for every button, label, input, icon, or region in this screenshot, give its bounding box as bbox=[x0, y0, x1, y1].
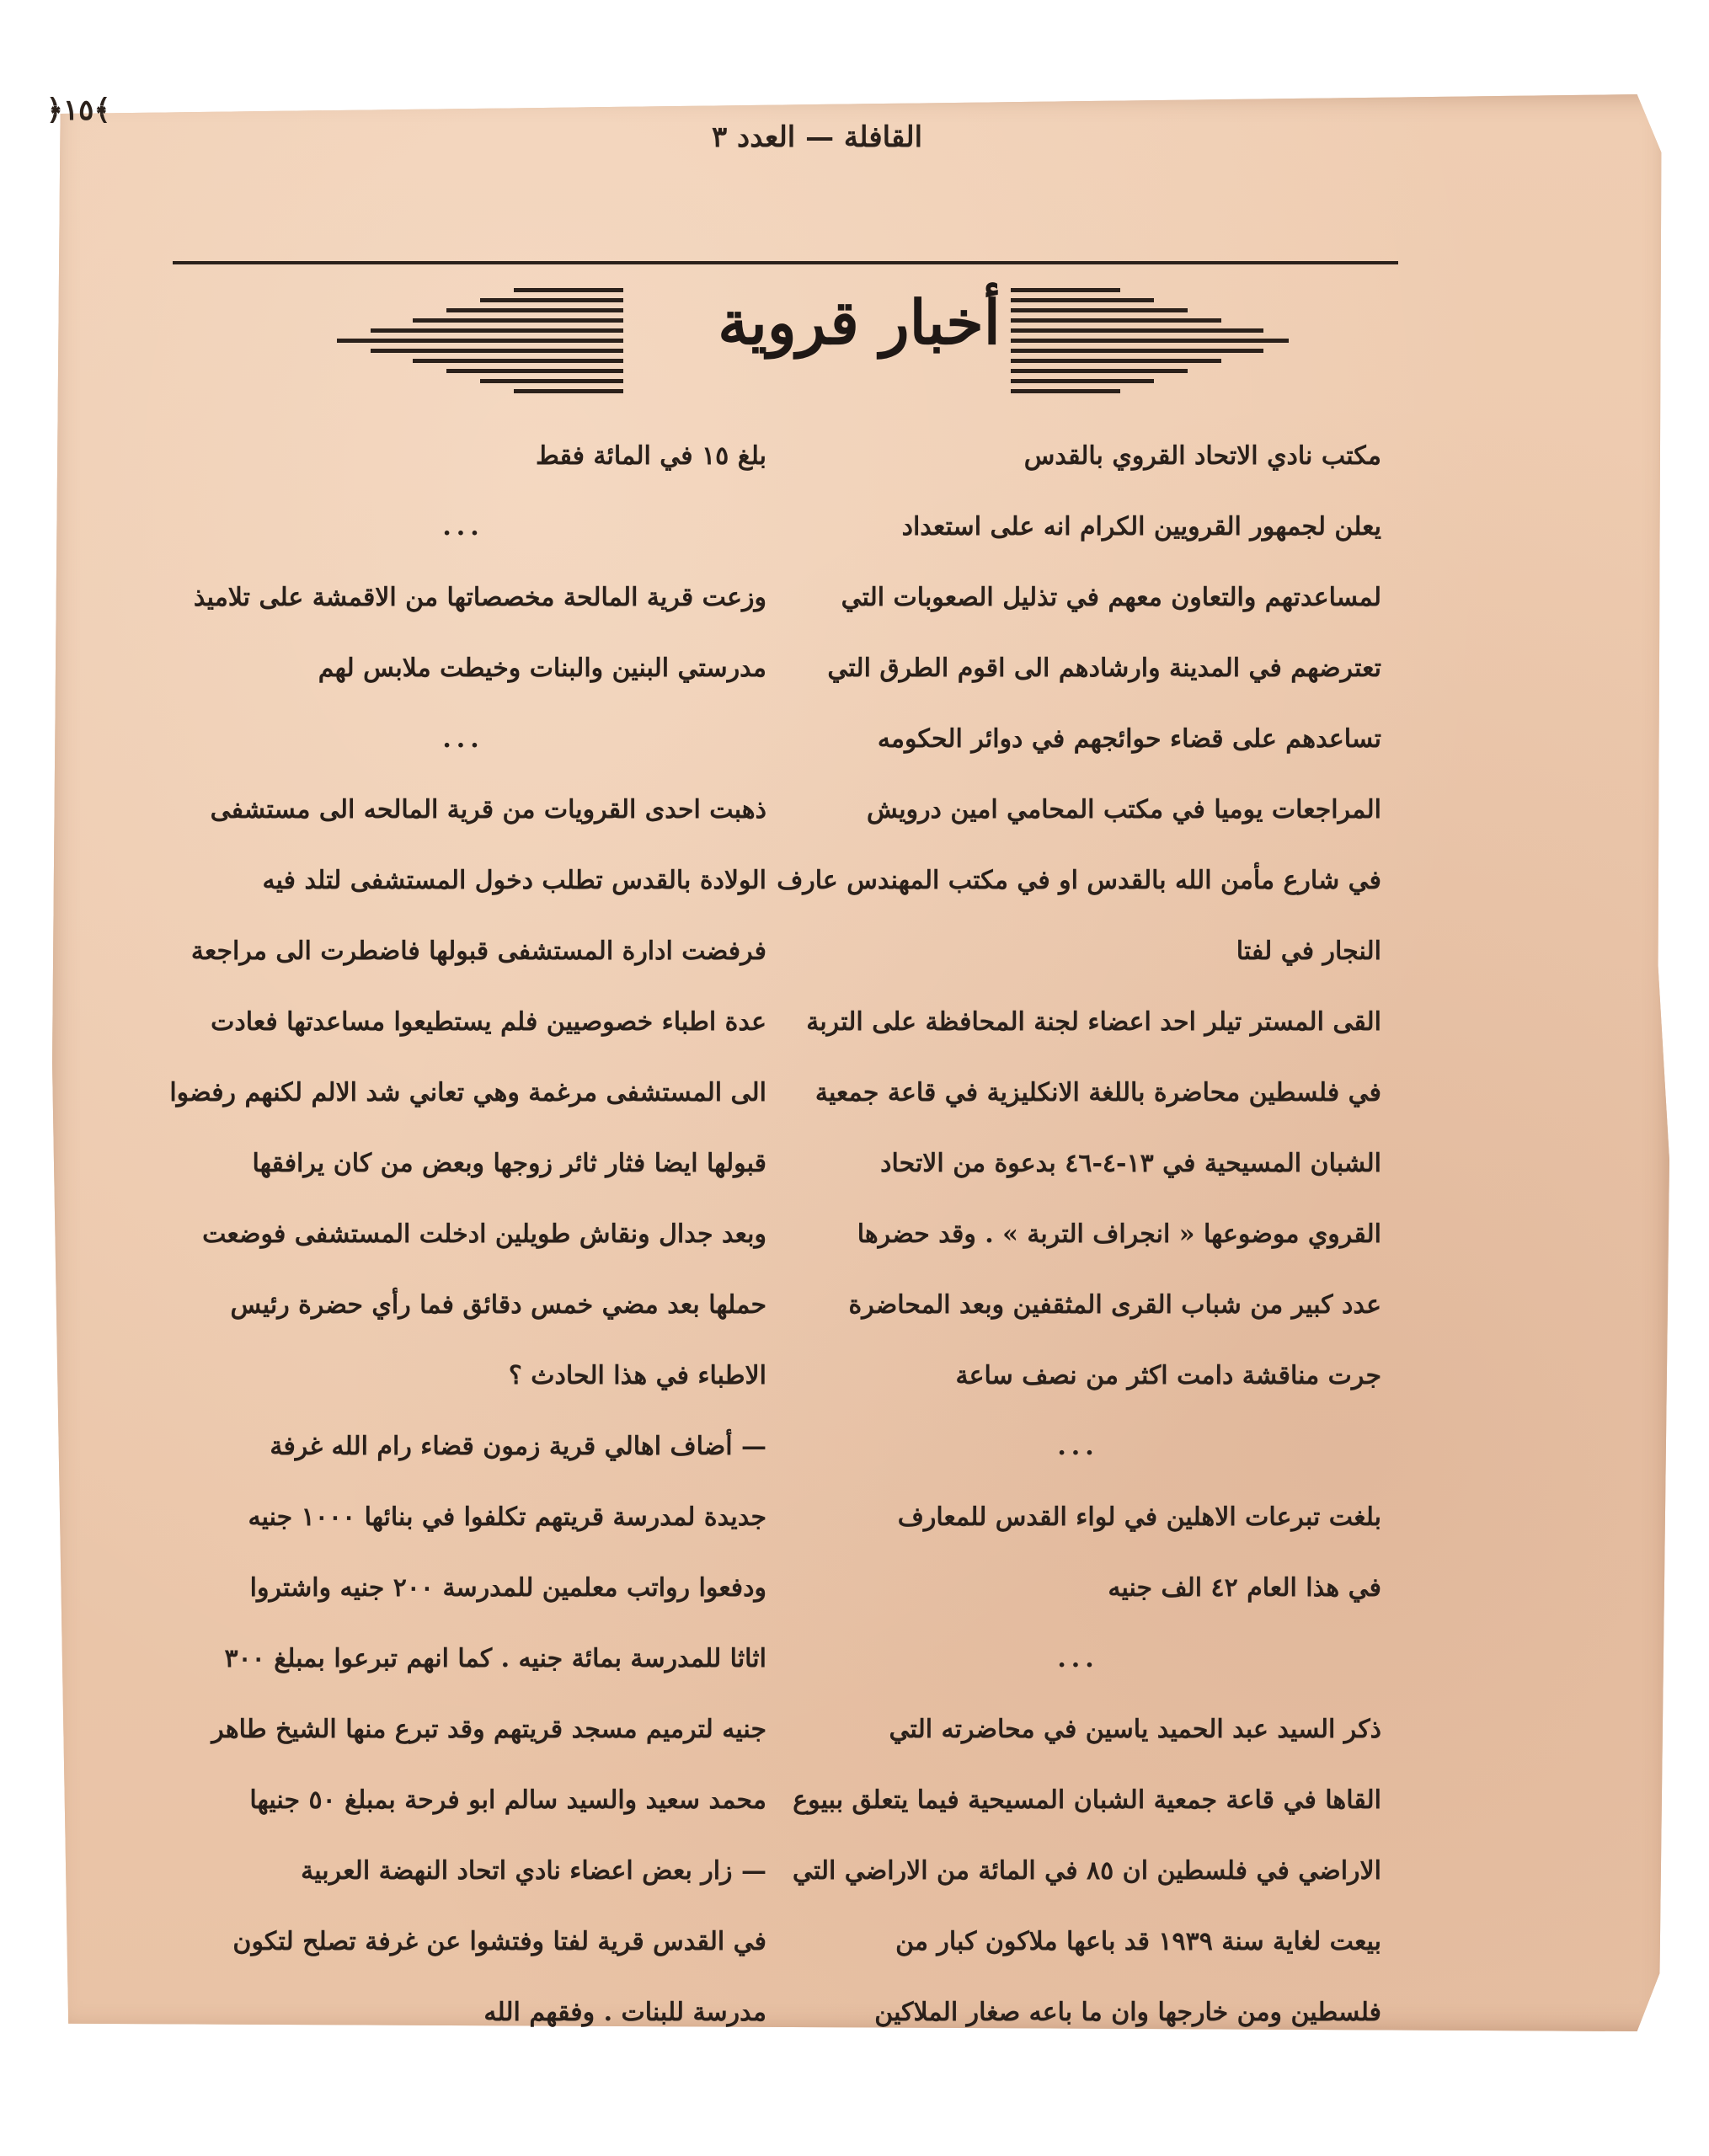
right-column bbox=[775, 421, 1381, 2048]
text-line: القروي موضوعها « انجراف التربة » . وقد حضرها bbox=[857, 1219, 1381, 1249]
text-line: مكتب نادي الاتحاد القروي بالقدس bbox=[1023, 441, 1381, 471]
left-column bbox=[160, 421, 766, 2048]
text-line: ... bbox=[1057, 1432, 1099, 1461]
text-line: — زار بعض اعضاء نادي اتحاد النهضة العربية bbox=[301, 1856, 766, 1886]
text-line: فرفضت ادارة المستشفى قبولها فاضطرت الى مراجعة bbox=[190, 937, 766, 966]
text-line: جديدة لمدرسة قريتهم تكلفوا في بنائها ١٠٠٠ جنيه bbox=[248, 1502, 766, 1532]
text-line: وبعد جدال ونقاش طويلين ادخلت المستشفى فوضعت bbox=[202, 1219, 766, 1249]
text-line: قبولها ايضا فثار ثائر زوجها وبعض من كان يرافقها bbox=[252, 1149, 766, 1178]
text-line: يعلن لجمهور القرويين الكرام انه على استعداد bbox=[901, 512, 1381, 542]
text-line: ذهبت احدى القرويات من قرية المالحه الى مستشفى bbox=[210, 795, 766, 825]
page-header bbox=[126, 120, 1508, 171]
text-line: ... bbox=[1057, 1644, 1099, 1673]
text-line: في شارع مأمن الله بالقدس او في مكتب المهندس عارف bbox=[777, 866, 1381, 895]
text-line: ذكر السيد عبد الحميد ياسين في محاضرته التي bbox=[889, 1715, 1381, 1744]
text-line: بلغ ١٥ في المائة فقط bbox=[535, 441, 766, 471]
text-line: عدة اطباء خصوصيين فلم يستطيعوا مساعدتها فعادت bbox=[211, 1007, 766, 1037]
text-line: مدرسة للبنات . وفقهم الله bbox=[483, 1998, 766, 2027]
text-line: بلغت تبرعات الاهلين في لواء القدس للمعارف bbox=[897, 1502, 1381, 1532]
right-heading-ornament bbox=[1011, 288, 1289, 399]
header-divider bbox=[173, 261, 1398, 264]
text-line: الولادة بالقدس تطلب دخول المستشفى لتلد فيه bbox=[262, 866, 766, 895]
text-line: ودفعوا رواتب معلمين للمدرسة ٢٠٠ جنيه واشتروا bbox=[249, 1573, 766, 1603]
text-line: في القدس قرية لفتا وفتشوا عن غرفة تصلح لتكون bbox=[232, 1927, 766, 1956]
text-line: تعترضهم في المدينة وارشادهم الى اقوم الطرق التي bbox=[827, 654, 1381, 683]
text-line: حملها بعد مضي خمس دقائق فما رأي حضرة رئيس bbox=[230, 1290, 766, 1320]
text-line: اثاثا للمدرسة بمائة جنيه . كما انهم تبرعوا بمبلغ ٣٠٠ bbox=[224, 1644, 766, 1673]
text-line: مدرستي البنين والبنات وخيطت ملابس لهم bbox=[318, 654, 766, 683]
text-line: محمد سعيد والسيد سالم ابو فرحة بمبلغ ٥٠ جنيها bbox=[249, 1785, 766, 1815]
text-line: الاطباء في هذا الحادث ؟ bbox=[508, 1361, 766, 1390]
publication-title: القافلة — العدد ٣ bbox=[711, 120, 923, 154]
text-line: الى المستشفى مرغمة وهي تعاني شد الالم لكنهم رفضوا bbox=[169, 1078, 766, 1107]
text-line: عدد كبير من شباب القرى المثقفين وبعد المحاضرة bbox=[848, 1290, 1381, 1320]
text-line: المراجعات يوميا في مكتب المحامي امين درويش bbox=[866, 795, 1381, 825]
text-line: القى المستر تيلر احد اعضاء لجنة المحافظة على التربة bbox=[806, 1007, 1381, 1037]
text-line: جنيه لترميم مسجد قريتهم وقد تبرع منها الشيخ طاهر bbox=[211, 1715, 766, 1744]
text-line: الاراضي في فلسطين ان ٨٥ في المائة من الاراضي التي bbox=[792, 1856, 1381, 1886]
text-line: فلسطين ومن خارجها وان ما باعه صغار الملاكين bbox=[874, 1998, 1381, 2027]
text-line: تساعدهم على قضاء حوائجهم في دوائر الحكومه bbox=[877, 724, 1381, 754]
text-line: في فلسطين محاضرة باللغة الانكليزية في قاعة جمعية bbox=[814, 1078, 1381, 1107]
page-number: ﴿١٥﴾ bbox=[46, 93, 111, 127]
text-line: الشبان المسيحية في ١٣-٤-٤٦ بدعوة من الاتحاد bbox=[880, 1149, 1381, 1178]
text-line: وزعت قرية المالحة مخصصاتها من الاقمشة على تلاميذ bbox=[193, 583, 766, 612]
text-line: النجار في لفتا bbox=[1236, 937, 1381, 966]
text-line: ... bbox=[442, 724, 484, 754]
text-line: — أضاف اهالي قرية زمون قضاء رام الله غرفة bbox=[270, 1432, 766, 1461]
text-line: لمساعدتهم والتعاون معهم في تذليل الصعوبات التي bbox=[841, 583, 1381, 612]
text-line: في هذا العام ٤٢ الف جنيه bbox=[1108, 1573, 1381, 1603]
section-title: أخبار قروية bbox=[718, 286, 1001, 358]
text-line: ... bbox=[442, 512, 484, 542]
text-line: بيعت لغاية سنة ١٩٣٩ قد باعها ملاكون كبار من bbox=[895, 1927, 1381, 1956]
text-line: جرت مناقشة دامت اكثر من نصف ساعة bbox=[955, 1361, 1381, 1390]
text-line: القاها في قاعة جمعية الشبان المسيحية فيما يتعلق ببيوع bbox=[793, 1785, 1381, 1815]
